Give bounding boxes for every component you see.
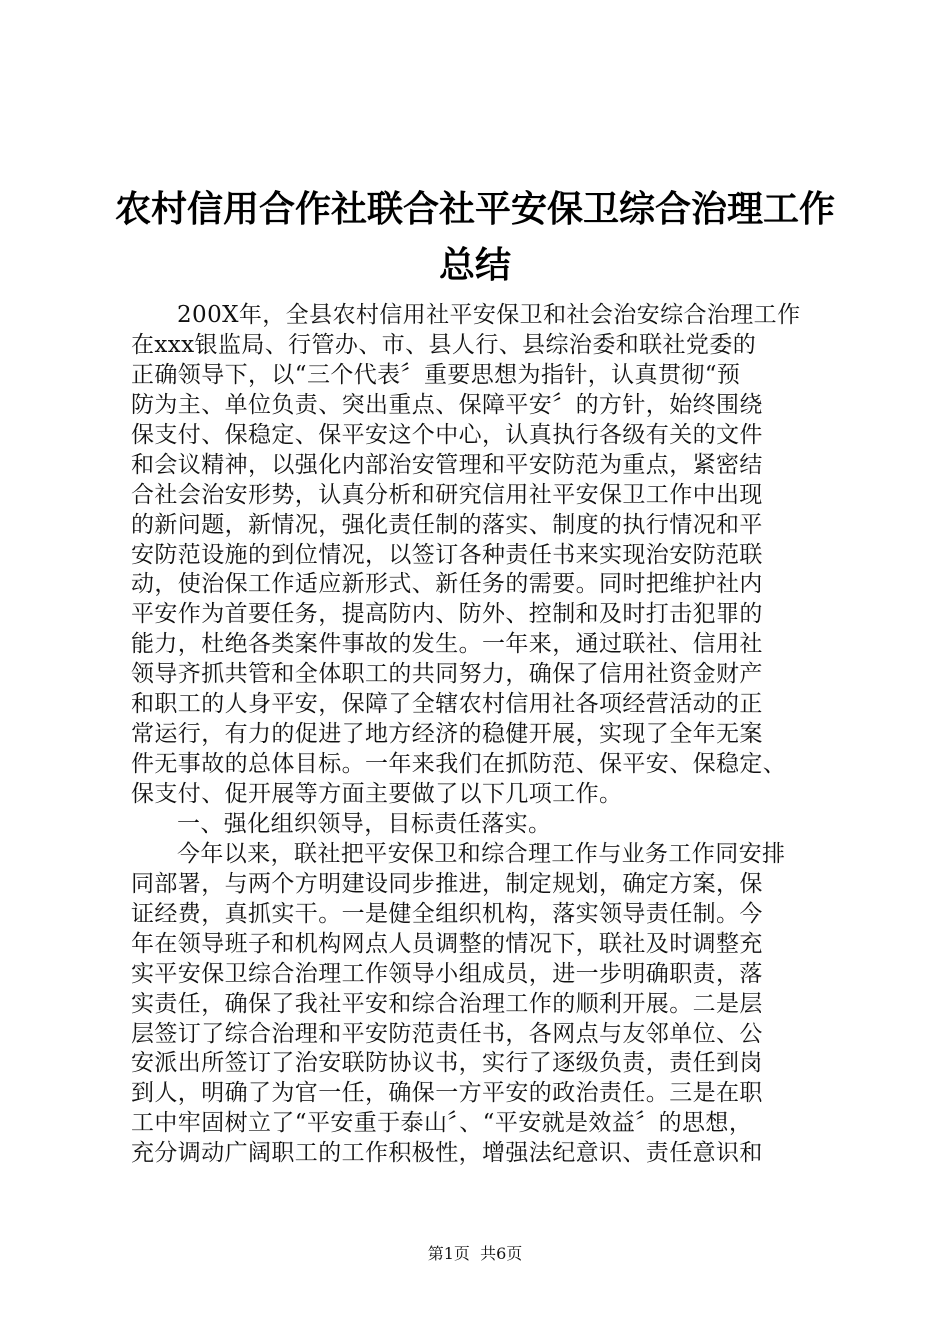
paragraph-line: 常运行，有力的促进了地方经济的稳健开展，实现了全年无案 — [131, 721, 763, 748]
paragraph-line: 年在领导班子和机构网点人员调整的情况下，联社及时调整充 — [131, 930, 763, 957]
paragraph-line: 安派出所签订了治安联防协议书，实行了逐级负责，责任到岗 — [131, 1050, 763, 1077]
paragraph-line: 合社会治安形势，认真分析和研究信用社平安保卫工作中出现 — [131, 481, 763, 508]
page-number: 第1页 — [427, 1244, 470, 1263]
paragraph-line: 动，使治保工作适应新形式、新任务的需要。同时把维护社内 — [131, 571, 763, 598]
paragraph-line: 实责任，确保了我社平安和综合治理工作的顺利开展。二是层 — [131, 990, 763, 1017]
paragraph-line: 正确领导下，以“三个代表〞重要思想为指针，认真贯彻“预 — [131, 361, 741, 388]
paragraph-line: 的新问题，新情况，强化责任制的落实、制度的执行情况和平 — [131, 511, 763, 538]
paragraph-line: 保支付、保稳定、保平安这个中心，认真执行各级有关的文件 — [131, 421, 763, 448]
paragraph-line: 领导齐抓共管和全体职工的共同努力，确保了信用社资金财产 — [131, 661, 763, 688]
section-heading: 一、强化组织领导，目标责任落实。 — [177, 810, 552, 837]
paragraph-line: 200X年，全县农村信用社平安保卫和社会治安综合治理工作 — [177, 302, 801, 328]
document-body — [131, 301, 839, 1169]
paragraph-line: 今年以来，联社把平安保卫和综合理工作与业务工作同安排 — [177, 840, 786, 867]
paragraph-line: 同部署，与两个方明建设同步推进，制定规划，确定方案，保 — [131, 870, 763, 897]
paragraph-line: 件无事故的总体目标。一年来我们在抓防范、保平安、保稳定、 — [131, 751, 787, 778]
page-footer — [0, 1244, 950, 1264]
paragraph-line: 和职工的人身平安，保障了全辖农村信用社各项经营活动的正 — [131, 691, 763, 718]
paragraph-line: 和会议精神，以强化内部治安管理和平安防范为重点，紧密结 — [131, 451, 763, 478]
paragraph-line: 保支付、促开展等方面主要做了以下几项工作。 — [131, 781, 623, 807]
paragraph-line: 实平安保卫综合治理工作领导小组成员，进一步明确职责，落 — [131, 960, 763, 987]
paragraph-line: 层签订了综合治理和平安防范责任书，各网点与友邻单位、公 — [131, 1020, 763, 1047]
paragraph-line: 安防范设施的到位情况，以签订各种责任书来实现治安防范联 — [131, 541, 763, 568]
paragraph-line: 充分调动广阔职工的工作积极性，增强法纪意识、责任意识和 — [131, 1140, 763, 1167]
document-title-line-1: 农村信用合作社联合社平安保卫综合治理工作 — [114, 189, 835, 230]
paragraph-line: 平安作为首要任务，提高防内、防外、控制和及时打击犯罪的 — [131, 601, 763, 628]
paragraph-line: 在xxx银监局、行管办、市、县人行、县综治委和联社党委的 — [131, 331, 757, 358]
document-title-line-2: 总结 — [438, 245, 511, 286]
paragraph-line: 工中牢固树立了“平安重于泰山〞、“平安就是效益〞的思想， — [131, 1110, 753, 1137]
paragraph-line: 能力，杜绝各类案件事故的发生。一年来，通过联社、信用社 — [131, 631, 763, 658]
paragraph-line: 到人，明确了为官一任，确保一方平安的政治责任。三是在职 — [131, 1080, 763, 1107]
paragraph-line: 防为主、单位负责、突出重点、保障平安〞的方针，始终围绕 — [131, 391, 763, 418]
paragraph-line: 证经费，真抓实干。一是健全组织机构，落实领导责任制。今 — [131, 900, 763, 927]
page-total: 共6页 — [480, 1244, 523, 1263]
